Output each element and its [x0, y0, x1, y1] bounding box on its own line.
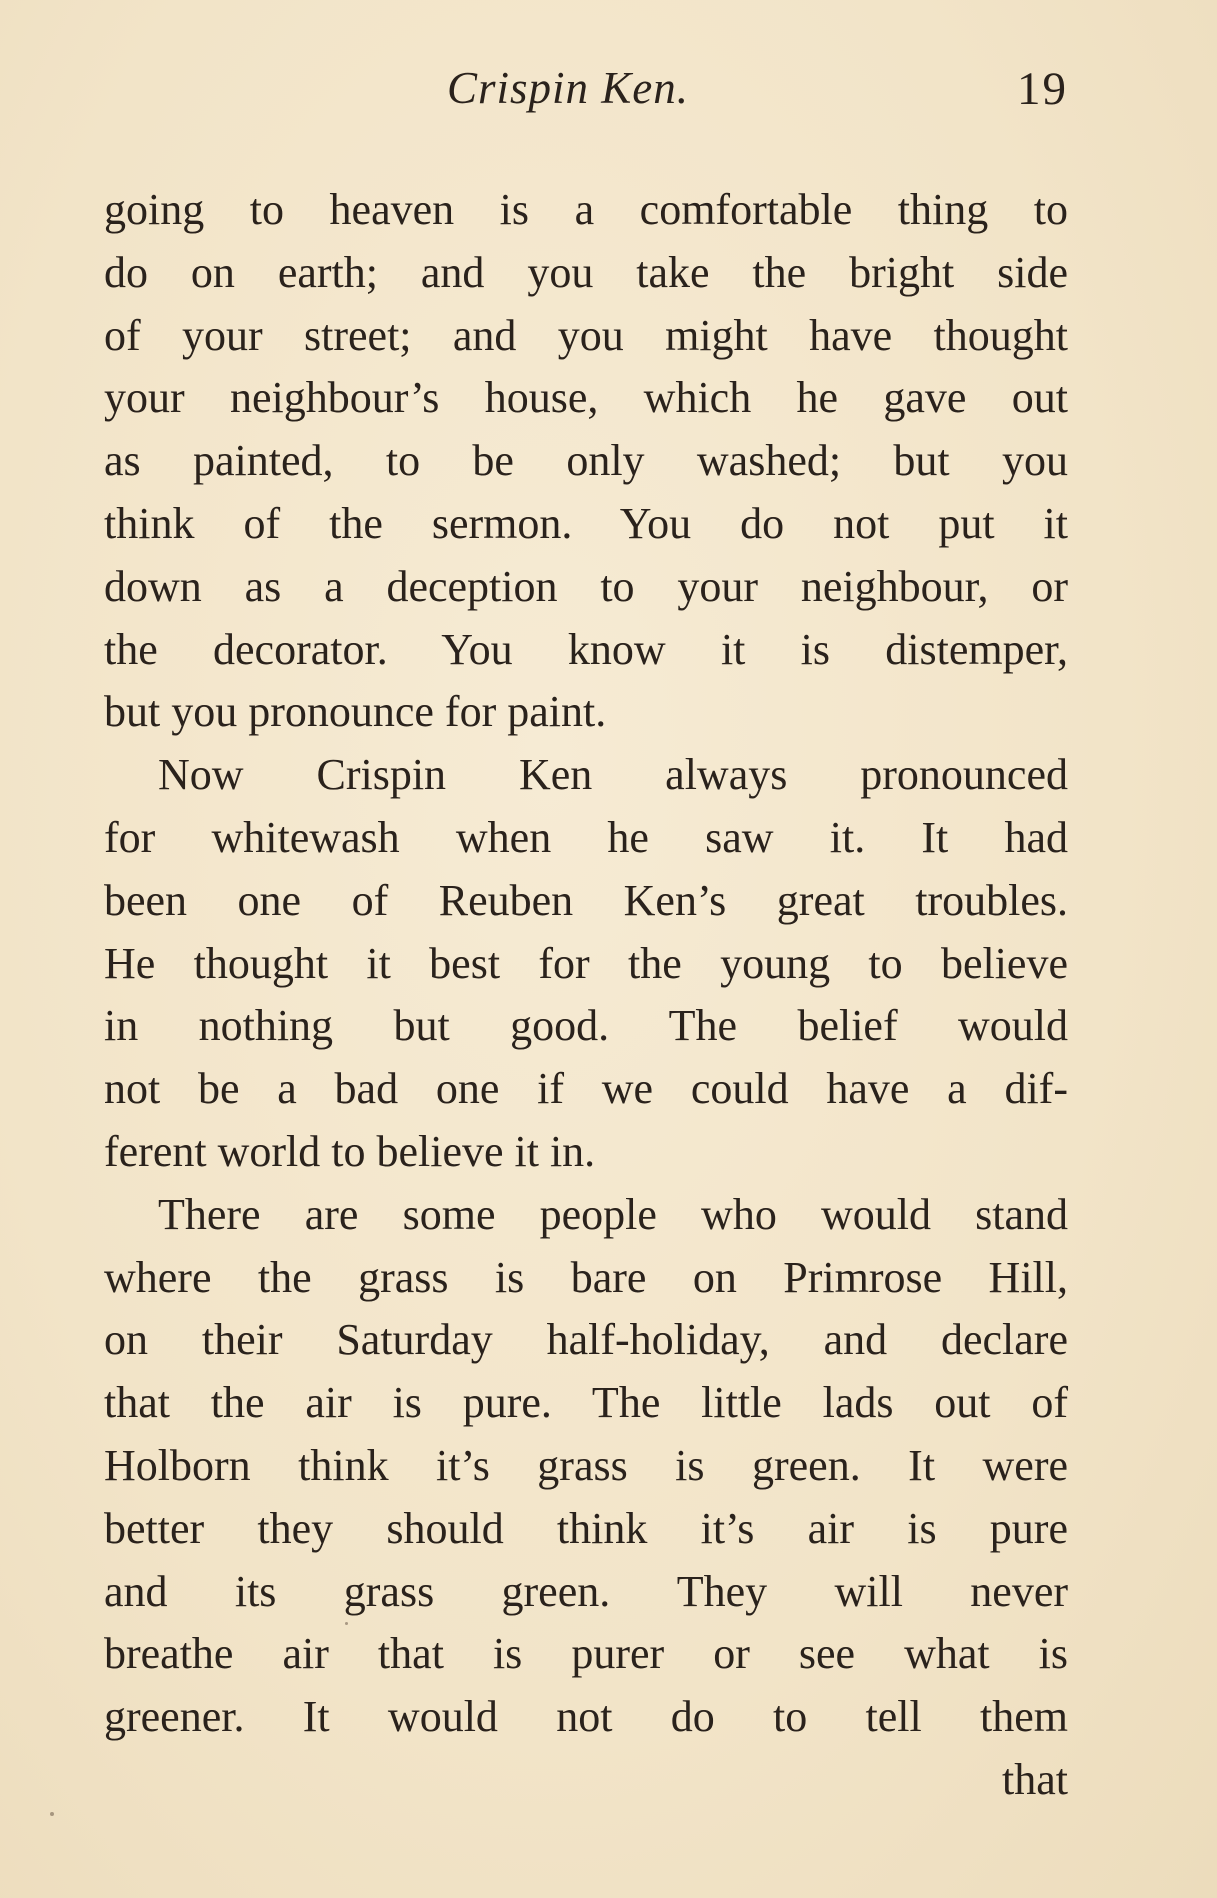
text-line: on their Saturday half-holiday, and declare [104, 1315, 1068, 1365]
text-line: down as a deception to your neighbour, or [104, 561, 1068, 611]
text-line: and its grass green. They will never [104, 1566, 1068, 1616]
text-line: better they should think it’s air is pure [104, 1503, 1068, 1553]
body-text [104, 179, 1068, 1812]
text-line: Now Crispin Ken always pronounced [158, 750, 1068, 800]
text-line: He thought it best for the young to believe [104, 938, 1068, 988]
text-line: the decorator. You know it is distemper, [104, 624, 1068, 674]
text-line: ferent world to believe it in. [104, 1126, 596, 1176]
text-line: think of the sermon. You do not put it [104, 498, 1068, 548]
text-line: do on earth; and you take the bright side [104, 247, 1068, 297]
catchword: that [1002, 1754, 1068, 1804]
paper-speck [50, 1812, 54, 1816]
text-line: greener. It would not do to tell them [104, 1692, 1068, 1742]
text-line: where the grass is bare on Primrose Hill, [104, 1252, 1068, 1302]
text-line: breathe air that is purer or see what is [104, 1629, 1068, 1679]
text-line: in nothing but good. The belief would [104, 1001, 1068, 1051]
text-line: not be a bad one if we could have a dif- [104, 1064, 1068, 1114]
text-line: going to heaven is a comfortable thing to [104, 185, 1068, 234]
paper-speck [345, 1622, 348, 1625]
page-number: 19 [1017, 63, 1068, 115]
text-line: your neighbour’s house, which he gave out [104, 373, 1068, 423]
page-header [104, 62, 1068, 122]
text-line: but you pronounce for paint. [104, 687, 607, 737]
text-line: There are some people who would stand [158, 1189, 1068, 1239]
text-line: been one of Reuben Ken’s great troubles. [104, 875, 1068, 925]
running-head: Crispin Ken. [447, 63, 690, 113]
text-line: as painted, to be only washed; but you [104, 436, 1068, 486]
text-line: Holborn think it’s grass is green. It were [104, 1440, 1068, 1490]
text-line: of your street; and you might have thought [104, 310, 1068, 360]
text-line: for whitewash when he saw it. It had [104, 812, 1068, 862]
text-line: that the air is pure. The little lads out of [104, 1378, 1068, 1428]
